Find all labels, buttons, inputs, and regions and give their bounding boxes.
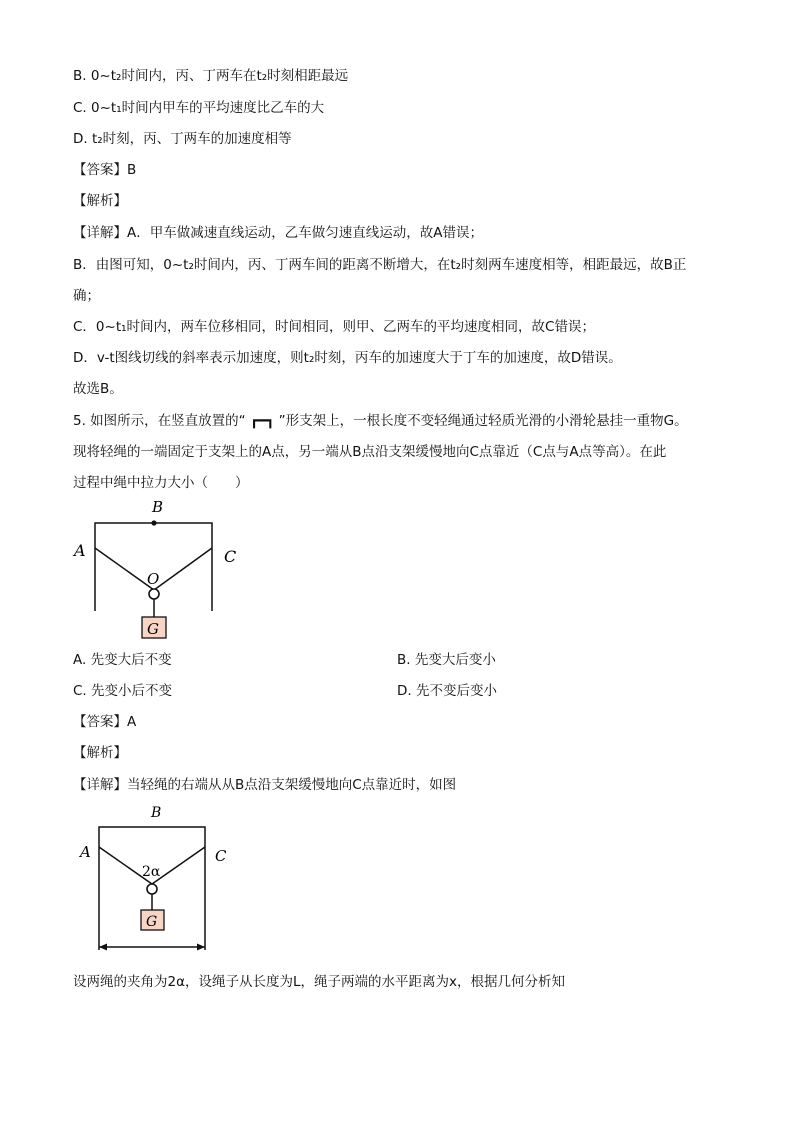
label-c: C xyxy=(215,847,226,865)
question-5-line-3: 过程中绳中拉力大小（ ） xyxy=(73,475,249,491)
arrow-head-right xyxy=(197,944,205,951)
label-b: B xyxy=(151,805,162,821)
option-b: B. 先变大后变小 xyxy=(397,652,496,668)
label-angle: 2α xyxy=(142,864,161,880)
rope-right xyxy=(154,548,212,590)
detail-line-b-cont: 确； xyxy=(73,288,100,304)
pulley-circle xyxy=(149,589,159,599)
option-c-previous: C. 0~t₁时间内甲车的平均速度比乙车的大 xyxy=(73,100,325,116)
label-a: A xyxy=(74,541,86,560)
option-c: C. 先变小后不变 xyxy=(73,683,173,699)
analysis-label-4: 【解析】 xyxy=(73,193,127,209)
option-a: A. 先变大后不变 xyxy=(73,652,172,668)
point-b-dot xyxy=(151,520,156,525)
detail-line-b: B．由图可知，0~t₂时间内，丙、丁两车间的距离不断增大，在t₂时刻两车速度相等，相距最远，故B正 xyxy=(73,257,687,273)
label-g: G xyxy=(147,620,159,638)
arrow-head-left xyxy=(99,944,107,951)
figure-1-pulley xyxy=(70,495,250,645)
label-a: A xyxy=(80,843,91,861)
label-o: O xyxy=(147,570,160,588)
label-g: G xyxy=(146,914,158,930)
detail-line-c: C．0~t₁时间内，两车位移相同，时间相同，则甲、乙两车的平均速度相同，故C错误； xyxy=(73,319,595,335)
detail-line-d: D．v-t图线切线的斜率表示加速度，则t₂时刻，丙车的加速度大于丁车的加速度，故D错误。 xyxy=(73,350,622,366)
question-5-line-2: 现将轻绳的一端固定于支架上的A点，另一端从B点沿支架缓慢地向C点靠近（C点与A点等高）。在此 xyxy=(73,444,667,460)
question-5-line-1: 5. 如图所示，在竖直放置的“ ┏━┓ ”形支架上，一根长度不变轻绳通过轻质光滑的小滑轮悬挂一重物G。 xyxy=(73,413,688,429)
option-d: D. 先不变后变小 xyxy=(397,683,497,699)
conclusion-4: 故选B。 xyxy=(73,381,123,397)
analysis-label-5: 【解析】 xyxy=(73,745,127,761)
detail-line-5: 【详解】当轻绳的右端从从B点沿支架缓慢地向C点靠近时，如图 xyxy=(73,777,457,793)
option-d-previous: D. t₂时刻，丙、丁两车的加速度相等 xyxy=(73,131,292,147)
detail-line-5-cont: 设两绳的夹角为2α，设绳子从长度为L，绳子两端的水平距离为x，根据几何分析知 xyxy=(73,974,565,990)
option-b-previous: B. 0~t₂时间内，丙、丁两车在t₂时刻相距最远 xyxy=(73,68,349,84)
pulley-circle xyxy=(147,884,157,894)
rope-left xyxy=(95,548,154,590)
figure-2-pulley xyxy=(76,800,226,960)
label-b: B xyxy=(152,498,164,516)
answer-label-4: 【答案】B xyxy=(73,162,137,178)
detail-line-a: 【详解】A．甲车做减速直线运动，乙车做匀速直线运动，故A错误； xyxy=(73,225,483,241)
answer-label-5: 【答案】A xyxy=(73,714,137,730)
label-c: C xyxy=(224,547,237,566)
